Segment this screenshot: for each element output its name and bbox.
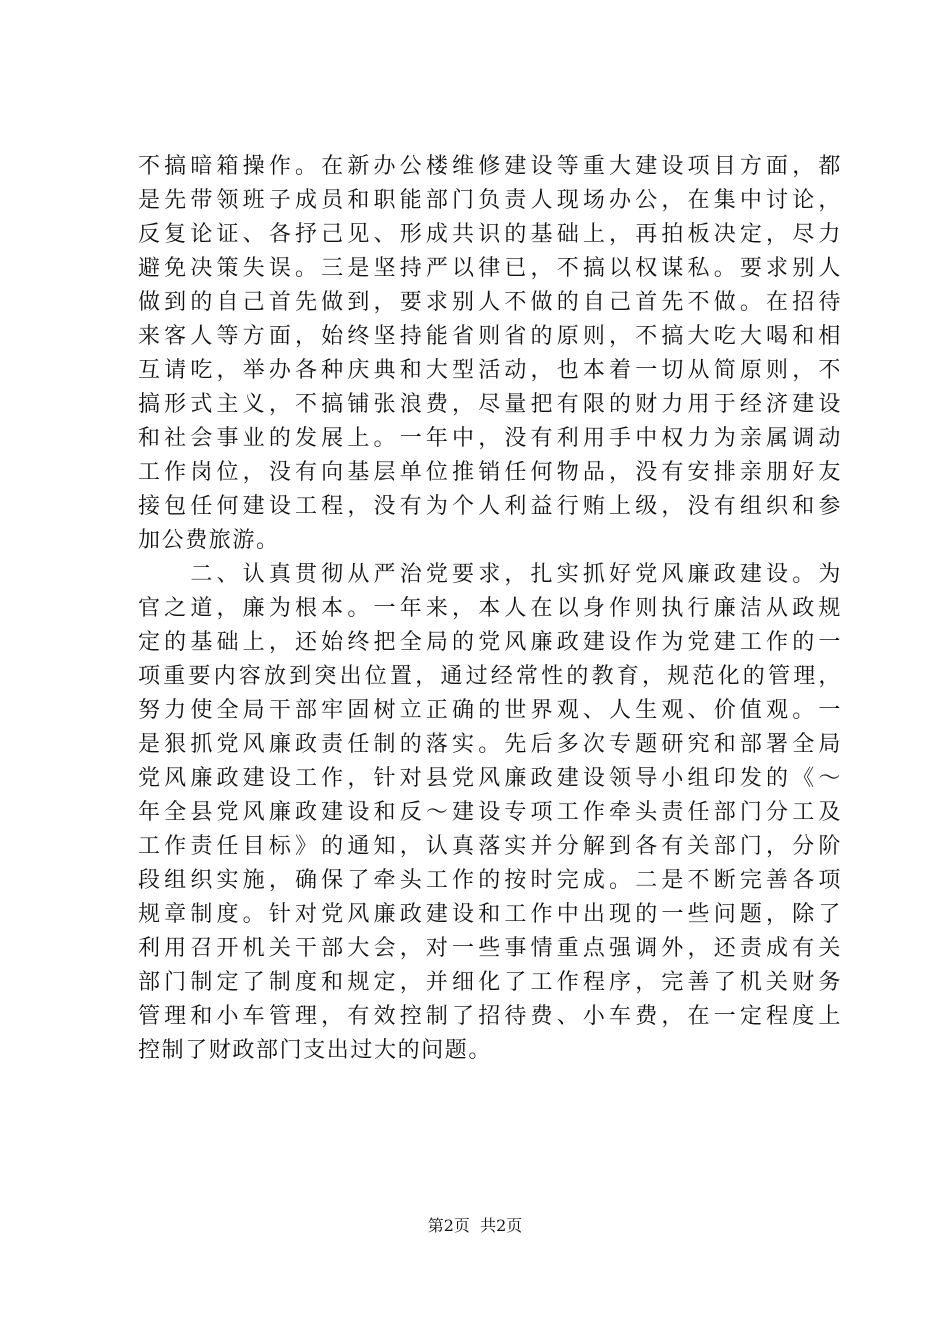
text-line: 加公费旅游。 xyxy=(138,528,280,553)
text-line: 搞形式主义，不搞铺张浪费，尽量把有限的财力用于经济建设 xyxy=(138,392,842,417)
text-line: 避免决策失误。三是坚持严以律已，不搞以权谋私。要求别人 xyxy=(138,256,842,281)
page-footer xyxy=(0,1216,950,1236)
text-line: 利用召开机关干部大会，对一些事情重点强调外，还责成有关 xyxy=(138,936,842,961)
text-line: 是狠抓党风廉政责任制的落实。先后多次专题研究和部署全局 xyxy=(138,732,842,757)
text-line: 二、认真贯彻从严治党要求，扎实抓好党风廉政建设。为 xyxy=(138,562,842,587)
page-number: 第2页 共2页 xyxy=(427,1216,523,1235)
text-line: 定的基础上，还始终把全局的党风廉政建设作为党建工作的一 xyxy=(138,630,842,655)
text-line: 项重要内容放到突出位置，通过经常性的教育，规范化的管理， xyxy=(138,664,842,689)
text-line: 接包任何建设工程，没有为个人利益行贿上级，没有组织和参 xyxy=(138,494,842,519)
text-line: 管理和小车管理，有效控制了招待费、小车费，在一定程度上 xyxy=(138,1004,842,1029)
text-line: 年全县党风廉政建设和反～建设专项工作牵头责任部门分工及 xyxy=(138,800,842,825)
text-line: 控制了财政部门支出过大的问题。 xyxy=(138,1038,493,1063)
text-line: 段组织实施，确保了牵头工作的按时完成。二是不断完善各项 xyxy=(138,868,842,893)
text-line: 是先带领班子成员和职能部门负责人现场办公，在集中讨论， xyxy=(138,188,842,213)
text-line: 不搞暗箱操作。在新办公楼维修建设等重大建设项目方面，都 xyxy=(138,154,842,179)
text-line: 工作责任目标》的通知，认真落实并分解到各有关部门，分阶 xyxy=(138,834,842,859)
text-line: 党风廉政建设工作，针对县党风廉政建设领导小组印发的《～ xyxy=(138,766,842,791)
text-line: 做到的自己首先做到，要求别人不做的自己首先不做。在招待 xyxy=(138,290,842,315)
text-line: 部门制定了制度和规定，并细化了工作程序，完善了机关财务 xyxy=(138,970,842,995)
text-line: 来客人等方面，始终坚持能省则省的原则，不搞大吃大喝和相 xyxy=(138,324,842,349)
text-line: 官之道，廉为根本。一年来，本人在以身作则执行廉洁从政规 xyxy=(138,596,842,621)
body-text xyxy=(138,150,842,1068)
text-line: 规章制度。针对党风廉政建设和工作中出现的一些问题，除了 xyxy=(138,902,842,927)
text-line: 努力使全局干部牢固树立正确的世界观、人生观、价值观。一 xyxy=(138,698,842,723)
text-line: 互请吃，举办各种庆典和大型活动，也本着一切从简原则，不 xyxy=(138,358,842,383)
text-line: 工作岗位，没有向基层单位推销任何物品，没有安排亲朋好友 xyxy=(138,460,842,485)
text-line: 反复论证、各抒己见、形成共识的基础上，再拍板决定，尽力 xyxy=(138,222,842,247)
text-line: 和社会事业的发展上。一年中，没有利用手中权力为亲属调动 xyxy=(138,426,842,451)
